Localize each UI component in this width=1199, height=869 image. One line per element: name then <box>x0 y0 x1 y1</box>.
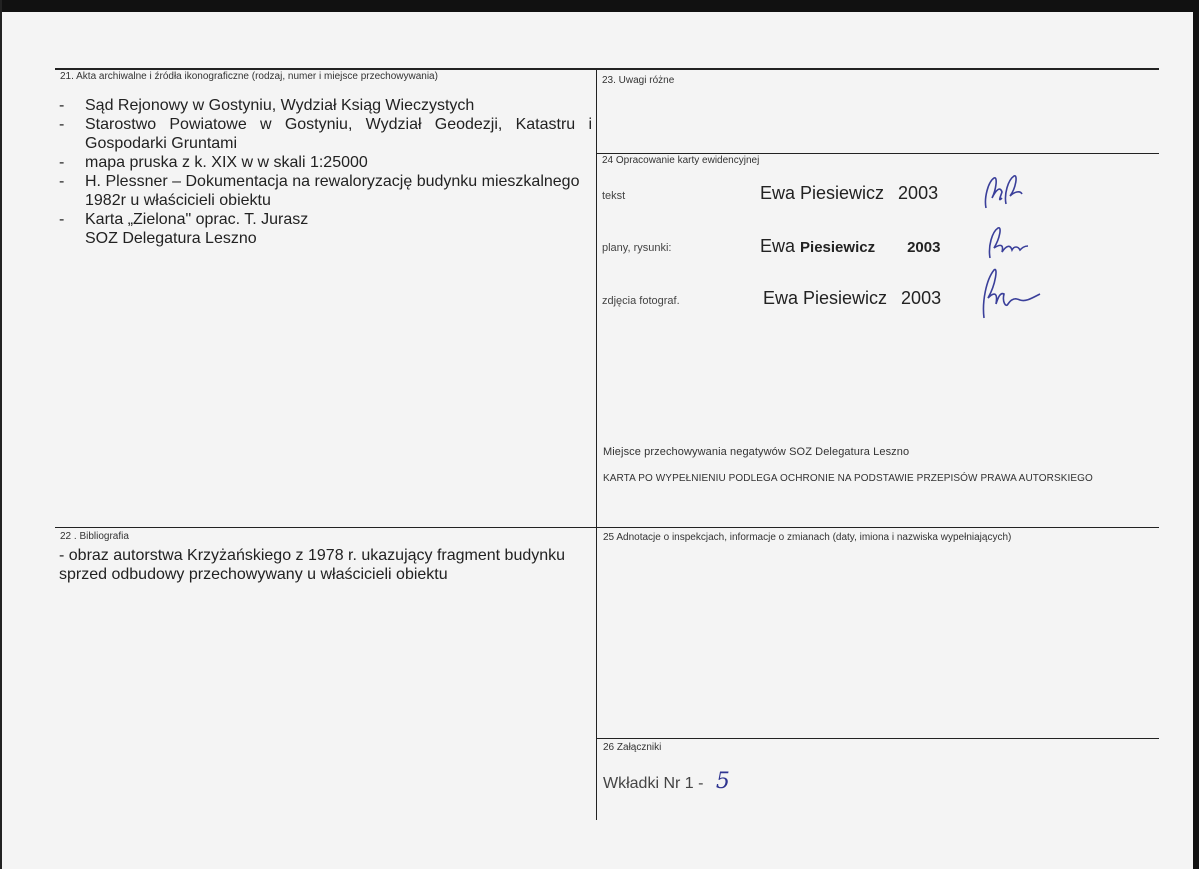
section23-label: 23. Uwagi różne <box>602 75 675 86</box>
row-label-photos: zdjęcia fotograf. <box>602 295 680 307</box>
signature-2 <box>980 222 1030 264</box>
section22-label: 22 . Bibliografia <box>60 531 129 542</box>
negatives-location: Miejsce przechowywania negatywów SOZ Delegatura Leszno <box>603 446 910 458</box>
row-label-text: tekst <box>602 190 626 202</box>
author-year: 2003 <box>907 239 941 256</box>
author-year: 2003 <box>898 183 939 203</box>
attachments-handwritten-count: 5 <box>715 769 730 794</box>
section24-label: 24 Opracowanie karty ewidencyjnej <box>602 155 760 166</box>
bibliography-text: - obraz autorstwa Krzyżańskiego z 1978 r. ukazujący fragment budynku sprzed odbudowy przechowywany u właścicieli obiektu <box>59 547 566 583</box>
section25-label: 25 Adnotacje o inspekcjach, informacje o zmianach (daty, imiona i nazwiska wypełniających) <box>603 532 1012 543</box>
author-year: 2003 <box>901 288 942 308</box>
source-item: - Sąd Rejonowy w Gostyniu, Wydział Ksiąg Wieczystych <box>59 96 592 115</box>
source-item: - mapa pruska z k. XIX w w skali 1:25000 <box>59 153 592 172</box>
section21-label: 21. Akta archiwalne i źródła ikonograficzne (rodzaj, numer i miejsce przechowywania) <box>60 71 438 82</box>
row-label-drawings: plany, rysunki: <box>602 242 672 254</box>
copyright-notice: KARTA PO WYPEŁNIENIU PODLEGA OCHRONIE NA PODSTAWIE PRZEPISÓW PRAWA AUTORSKIEGO <box>603 473 1093 484</box>
center-divider <box>596 68 597 820</box>
middle-rule <box>55 527 1159 528</box>
section26-label: 26 Załączniki <box>603 742 662 753</box>
author-surname: Piesiewicz <box>800 239 876 256</box>
row-name-drawings <box>760 236 940 257</box>
signature-1 <box>978 170 1028 215</box>
row-name-photos <box>763 288 941 309</box>
top-rule <box>55 68 1159 70</box>
source-item: - Starostwo Powiatowe w Gostyniu, Wydział Geodezji, Katastru i Gospodarki Gruntami <box>59 115 592 153</box>
source-item: - H. Plessner – Dokumentacja na rewaloryzację budynku mieszkalnego 1982r u właścicieli obiektu <box>59 172 592 210</box>
scan-border-left <box>0 0 2 869</box>
author-name: Ewa Piesiewicz <box>763 288 888 308</box>
rule-25-26 <box>597 738 1159 739</box>
author-name: Ewa Piesiewicz <box>760 183 885 203</box>
section21-list <box>59 96 592 248</box>
source-item: - Karta „Zielona" oprac. T. Jurasz <box>59 210 592 229</box>
scan-border-right <box>1193 0 1199 869</box>
rule-23-24 <box>597 153 1159 154</box>
signature-3 <box>972 262 1044 324</box>
scan-border-top <box>0 0 1199 12</box>
attachments-text <box>603 769 730 794</box>
source-item-continuation: SOZ Delegatura Leszno <box>85 230 257 247</box>
attachments-count-label: Wkładki Nr 1 - <box>603 775 704 792</box>
author-first-name: Ewa <box>760 236 796 256</box>
row-name-text <box>760 183 938 204</box>
